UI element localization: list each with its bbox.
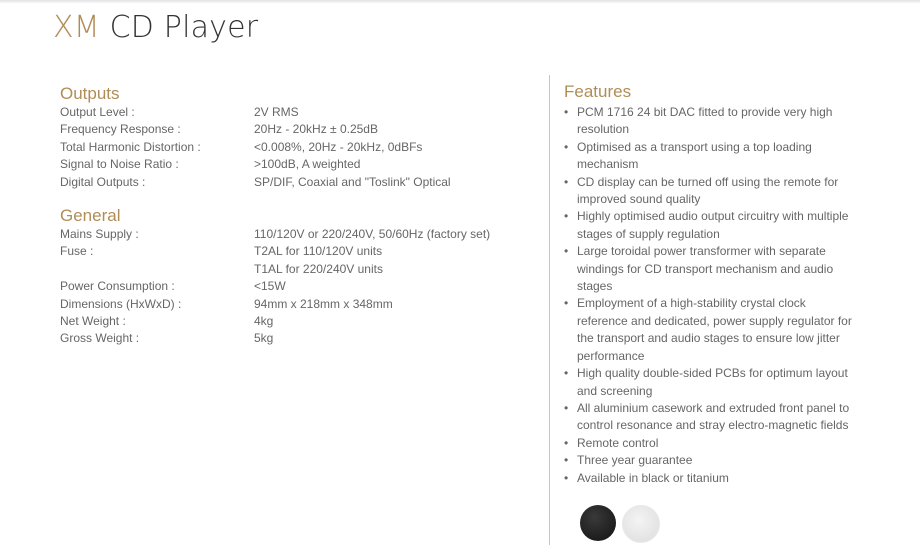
- feature-item: [564, 295, 854, 365]
- spec-label: Power Consumption :: [60, 279, 175, 294]
- feature-text: CD display can be turned off using the remote for improved sound quality: [577, 174, 839, 207]
- page-title: [53, 10, 258, 45]
- feature-text: All aluminium casework and extruded front panel to control resonance and stray electro-magnetic fields: [577, 400, 850, 433]
- general-spec-row: [60, 296, 540, 313]
- spec-value: >100dB, A weighted: [254, 157, 361, 172]
- outputs-spec-row: [60, 174, 540, 191]
- outputs-spec-row: [60, 156, 540, 173]
- spec-label: Total Harmonic Distortion :: [60, 139, 201, 154]
- feature-item: [564, 139, 854, 174]
- feature-item: [564, 452, 854, 469]
- feature-text: Large toroidal power transformer with separate windings for CD transport mechanism and audio stages: [577, 244, 834, 294]
- outputs-spec-row: [60, 139, 540, 156]
- outputs-spec-row: [60, 104, 540, 121]
- column-divider: [549, 75, 550, 545]
- spec-label: Gross Weight :: [60, 331, 140, 346]
- bullet-icon: •: [564, 400, 569, 415]
- bullet-icon: •: [564, 366, 569, 381]
- general-heading: General: [60, 206, 121, 225]
- spec-value: SP/DIF, Coaxial and "Toslink" Optical: [254, 174, 451, 189]
- features-list: [564, 104, 854, 487]
- feature-text: Employment of a high-stability crystal clock reference and dedicated, power supply regulator for the transport and audio stages to ensure low jitter performance: [577, 296, 852, 363]
- spec-value: 20Hz - 20kHz ± 0.25dB: [254, 122, 378, 137]
- feature-item: [564, 435, 854, 452]
- general-spec-row: [60, 243, 540, 260]
- bullet-icon: •: [564, 209, 569, 224]
- spec-value: 4kg: [254, 314, 274, 329]
- title-brand: XM: [53, 10, 100, 45]
- general-spec-row: [60, 330, 540, 347]
- spec-value: 110/120V or 220/240V, 50/60Hz (factory set): [254, 227, 491, 241]
- top-border: [0, 0, 920, 3]
- general-spec-row: [60, 226, 540, 243]
- feature-item: [564, 243, 854, 295]
- feature-item: [564, 174, 854, 209]
- feature-text: Available in black or titanium: [577, 470, 729, 485]
- bullet-icon: •: [564, 244, 569, 259]
- spec-label: Frequency Response :: [60, 122, 181, 137]
- spec-label: [60, 261, 254, 278]
- spec-label: Output Level :: [60, 105, 135, 119]
- feature-text: Optimised as a transport using a top loading mechanism: [577, 139, 812, 172]
- feature-item: [564, 400, 854, 435]
- feature-item: [564, 208, 854, 243]
- spec-value: 94mm x 218mm x 348mm: [254, 296, 393, 311]
- outputs-spec-list: [60, 104, 540, 191]
- spec-label: Mains Supply :: [60, 227, 139, 241]
- spec-value: T2AL for 110/120V units: [254, 244, 383, 259]
- spec-value: 2V RMS: [254, 105, 299, 119]
- black-finish-swatch: [580, 505, 616, 541]
- bullet-icon: •: [564, 296, 569, 311]
- spec-label: Digital Outputs :: [60, 174, 146, 189]
- features-heading: Features: [564, 82, 632, 101]
- general-spec-list: [60, 226, 540, 348]
- bullet-icon: •: [564, 139, 569, 154]
- spec-label: Fuse :: [60, 244, 94, 259]
- spec-label: Dimensions (HxWxD) :: [60, 296, 182, 311]
- bullet-icon: •: [564, 105, 569, 119]
- feature-text: Three year guarantee: [577, 453, 693, 468]
- spec-value: <0.008%, 20Hz - 20kHz, 0dBFs: [254, 139, 423, 154]
- feature-text: Remote control: [577, 435, 659, 450]
- general-spec-row: [60, 278, 540, 295]
- titanium-finish-swatch: [622, 505, 660, 543]
- spec-label: Signal to Noise Ratio :: [60, 157, 179, 172]
- feature-text: PCM 1716 24 bit DAC fitted to provide very high resolution: [577, 105, 833, 137]
- bullet-icon: •: [564, 435, 569, 450]
- spec-value: 5kg: [254, 331, 274, 346]
- spec-label: Net Weight :: [60, 314, 126, 329]
- bullet-icon: •: [564, 470, 569, 485]
- feature-item: [564, 104, 854, 139]
- feature-text: High quality double-sided PCBs for optimum layout and screening: [577, 366, 848, 398]
- outputs-heading: Outputs: [60, 84, 120, 103]
- feature-text: Highly optimised audio output circuitry with multiple stages of supply regulation: [577, 209, 849, 241]
- bullet-icon: •: [564, 174, 569, 189]
- general-spec-row: [60, 313, 540, 330]
- feature-item: [564, 365, 854, 400]
- outputs-spec-row: [60, 121, 540, 138]
- bullet-icon: •: [564, 453, 569, 468]
- feature-item: [564, 470, 854, 487]
- general-spec-row: [60, 261, 540, 278]
- spec-value: <15W: [254, 279, 286, 294]
- title-product: CD Player: [109, 10, 259, 45]
- spec-value: T1AL for 220/240V units: [254, 261, 383, 276]
